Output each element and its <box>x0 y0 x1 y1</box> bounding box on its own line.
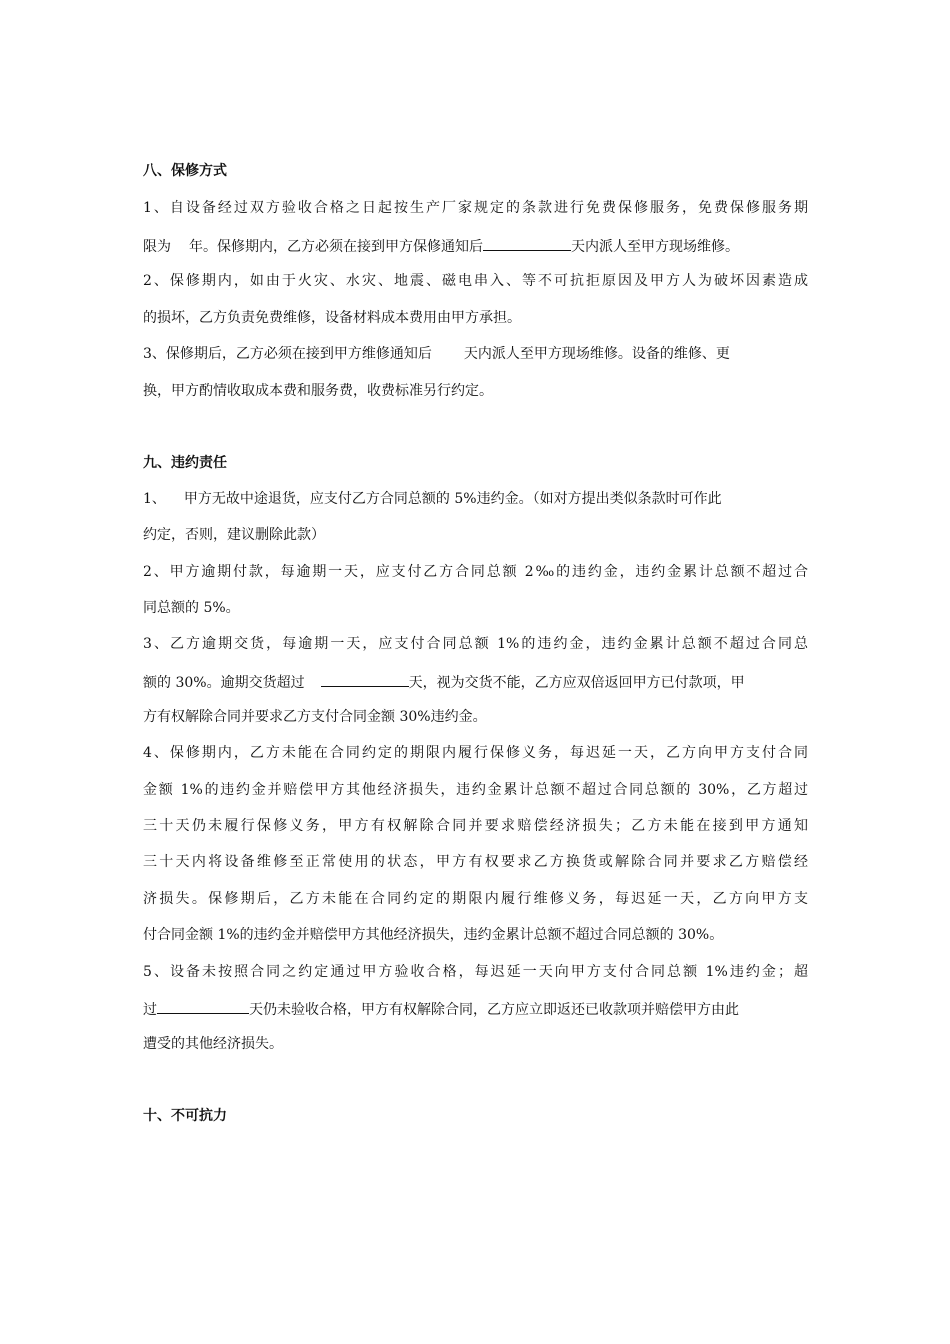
s9-p5-line3: 遭受的其他经济损失。 <box>143 1036 283 1052</box>
s9-p4-line1: 4、保修期内，乙方未能在合同约定的期限内履行保修义务，每迟延一天，乙方向甲方支付合同 <box>143 745 808 761</box>
s9-p1-text-b: 甲方无故中途退货，应支付乙方合同总额的 5%违约金。（如对方提出类似条款时可作此 <box>183 491 722 507</box>
s9-p5-text-a: 过 <box>143 1002 157 1018</box>
s8-p1-line2 <box>143 235 739 257</box>
s8-p3-line1 <box>143 344 730 364</box>
s9-p2-line2: 同总额的 5%。 <box>143 600 240 616</box>
s9-p3-text-a: 额的 30%。逾期交货超过 <box>143 675 305 691</box>
s8-p1-text-c: 天内派人至甲方现场维修。 <box>571 239 739 255</box>
s8-p2-line2: 的损坏，乙方负责免费维修，设备材料成本费用由甲方承担。 <box>143 310 521 326</box>
s9-p3-line1: 3、乙方逾期交货，每逾期一天，应支付合同总额 1%的违约金，违约金累计总额不超过合同总 <box>143 636 808 652</box>
s8-p1-line1: 1、自设备经过双方验收合格之日起按生产厂家规定的条款进行免费保修服务，免费保修服务期 <box>143 200 808 216</box>
s9-p4-line2: 金额 1%的违约金并赔偿甲方其他经济损失，违约金累计总额不超过合同总额的 30%，乙方超过 <box>143 782 808 798</box>
section-10-heading: 十、不可抗力 <box>143 1108 227 1124</box>
s9-p3-text-b: 天，视为交货不能，乙方应双倍返回甲方已付款项，甲 <box>408 675 745 691</box>
s9-p3-line2 <box>143 671 745 693</box>
s9-p4-line4: 三十天内将设备维修至正常使用的状态，甲方有权要求乙方换货或解除合同并要求乙方赔偿经 <box>143 854 808 870</box>
s9-p5-text-b: 天仍未验收合格，甲方有权解除合同，乙方应立即返还已收款项并赔偿甲方由此 <box>249 1002 739 1018</box>
s9-p2-line1: 2、甲方逾期付款，每逾期一天，应支付乙方合同总额 2‰的违约金，违约金累计总额不超过合 <box>143 564 808 580</box>
blank-line <box>157 998 249 1014</box>
s8-p3-text-a: 3、保修期后，乙方必须在接到甲方维修通知后 <box>143 346 432 362</box>
s8-p1-text-b: 年。保修期内，乙方必须在接到甲方保修通知后 <box>189 239 483 255</box>
s9-p4-line5: 济损失。保修期后，乙方未能在合同约定的期限内履行维修义务，每迟延一天，乙方向甲方支 <box>143 891 808 907</box>
s9-p5-line1: 5、设备未按照合同之约定通过甲方验收合格，每迟延一天向甲方支付合同总额 1%违约金；超 <box>143 964 808 980</box>
s9-p5-line2 <box>143 998 739 1020</box>
s8-p3-line2: 换，甲方酌情收取成本费和服务费，收费标准另行约定。 <box>143 383 493 399</box>
s9-p4-line6: 付合同金额 1%的违约金并赔偿甲方其他经济损失，违约金累计总额不超过合同总额的 30%。 <box>143 927 724 943</box>
s9-p1-text-a: 1、 <box>143 491 166 507</box>
blank-line <box>321 671 409 687</box>
s9-p1-line1 <box>143 489 722 509</box>
s9-p3-line3: 方有权解除合同并要求乙方支付合同金额 30%违约金。 <box>143 709 487 725</box>
s9-p1-line2: 约定，否则，建议删除此款） <box>143 527 325 543</box>
blank-line <box>483 235 571 251</box>
section-9-heading: 九、违约责任 <box>143 455 227 471</box>
section-8-heading: 八、保修方式 <box>143 163 227 179</box>
s9-p4-line3: 三十天仍未履行保修义务，甲方有权解除合同并要求赔偿经济损失；乙方未能在接到甲方通知 <box>143 818 808 834</box>
s8-p2-line1: 2、保修期内，如由于火灾、水灾、地震、磁电串入、等不可抗拒原因及甲方人为破坏因素造成 <box>143 273 808 289</box>
s8-p1-text-a: 限为 <box>143 239 171 255</box>
s8-p3-text-b: 天内派人至甲方现场维修。设备的维修、更 <box>463 346 730 362</box>
